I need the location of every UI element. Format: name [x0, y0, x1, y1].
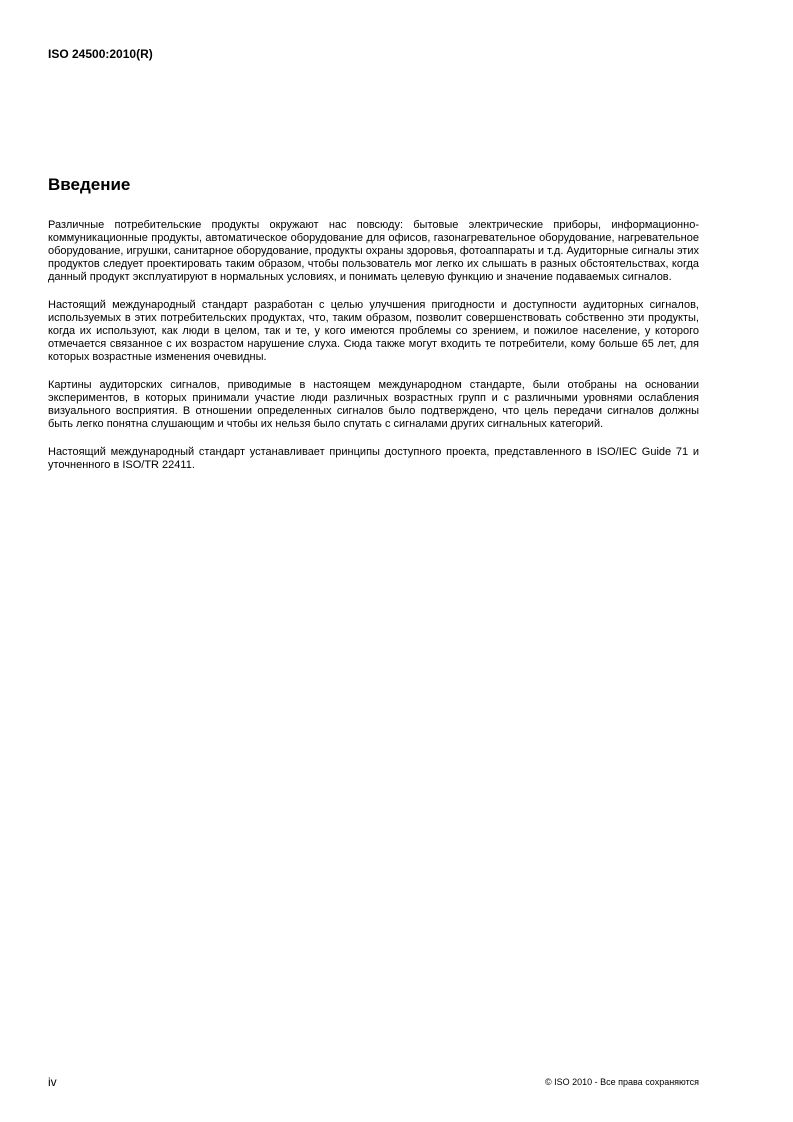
- paragraph-4: Настоящий международный стандарт устанавливает принципы доступного проекта, представленного в ISO/IEC Guide 71 и уточненного в ISO/TR 22411.: [48, 446, 699, 471]
- paragraph-1: Различные потребительские продукты окружают нас повсюду: бытовые электрические приборы, информационно-коммуникационные продукты, автоматическое оборудование для офисов, газонагревательное оборудование, нагревательное оборудование, игрушки, санитарное оборудование, продукты охраны здоровья, фотоаппараты и т.д. Аудиторные сигналы этих продуктов следует проектировать таким образом, чтобы пользователь мог легко их слышать в разных обстоятельствах, когда данный продукт эксплуатируют в нормальных условиях, и понимать целевую функцию и значение подаваемых сигналов.: [48, 219, 699, 283]
- section-title: Введение: [48, 175, 131, 194]
- copyright-notice: © ISO 2010 - Все права сохраняются: [544, 1077, 699, 1087]
- section-body: [48, 219, 699, 487]
- page-number: iv: [48, 1075, 57, 1089]
- document-id: ISO 24500:2010(R): [48, 47, 153, 61]
- paragraph-3: Картины аудиторских сигналов, приводимые в настоящем международном стандарте, были отобраны на основании экспериментов, в которых принимали участие люди различных возрастных групп и с различными уровнями ослабления визуального восприятия. В отношении определенных сигналов было подтверждено, что цель передачи сигналов должны быть легко понятна слушающим и чтобы их нельзя было спутать с сигналами других сигнальных категорий.: [48, 379, 699, 430]
- paragraph-2: Настоящий международный стандарт разработан с целью улучшения пригодности и доступности аудиторных сигналов, используемых в этих потребительских продуктах, что, таким образом, позволит совершенствовать собственно эти продукты, когда их используют, как люди в целом, так и те, у кого имеются проблемы со зрением, и пожилое население, у которого отмечается связанное с их возрастом нарушение слуха. Сюда также могут входить те потребители, кому больше 65 лет, для которых возрастные изменения очевидны.: [48, 299, 699, 363]
